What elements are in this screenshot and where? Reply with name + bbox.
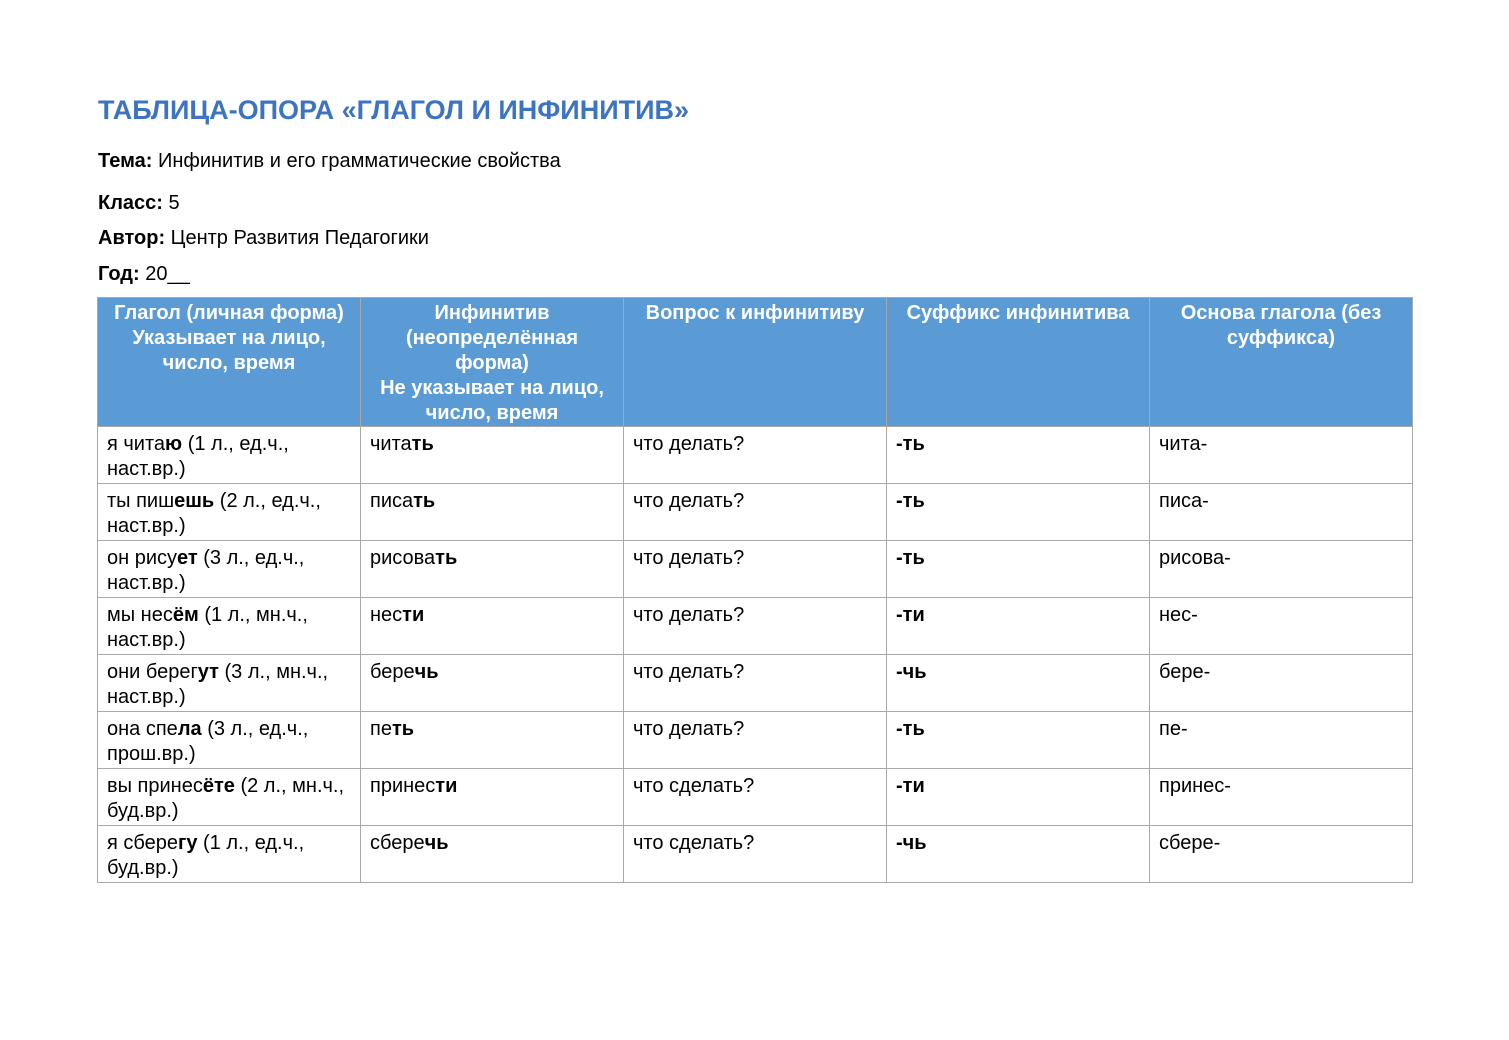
cell-infinitive: беречь <box>361 655 624 712</box>
suffix-value: -чь <box>896 832 927 854</box>
suffix-value: -ть <box>896 547 925 569</box>
cell-suffix <box>887 598 1150 655</box>
cell-suffix <box>887 655 1150 712</box>
meta-topic <box>98 150 561 173</box>
header-suffix: Суффикс инфинитива <box>887 298 1150 427</box>
cell-personal-form: я читаю (1 л., ед.ч., наст.вр.) <box>98 427 361 484</box>
meta-value: Центр Развития Педагогики <box>165 227 429 249</box>
ending-highlight: ём <box>172 604 199 626</box>
cell-suffix <box>887 769 1150 826</box>
suffix-highlight: ти <box>435 775 458 797</box>
cell-stem: писа- <box>1150 484 1413 541</box>
suffix-value: -ти <box>896 604 925 626</box>
ending-highlight: ёте <box>202 775 235 797</box>
suffix-value: -ть <box>896 490 925 512</box>
header-text: Инфинитив (неопределённая форма) Не указывает на лицо, число, время <box>380 302 604 424</box>
suffix-highlight: ть <box>391 718 415 740</box>
cell-question: что сделать? <box>624 769 887 826</box>
meta-label: Год: <box>98 263 140 285</box>
cell-suffix <box>887 826 1150 883</box>
cell-infinitive: писать <box>361 484 624 541</box>
cell-stem: чита- <box>1150 427 1413 484</box>
cell-personal-form: я сберегу (1 л., ед.ч., буд.вр.) <box>98 826 361 883</box>
ending-highlight: ет <box>177 547 198 569</box>
cell-stem: рисова- <box>1150 541 1413 598</box>
header-personal-form <box>98 298 361 427</box>
suffix-highlight: чь <box>424 832 449 854</box>
meta-label: Тема: <box>98 150 153 172</box>
suffix-value: -ти <box>896 775 925 797</box>
cell-infinitive: читать <box>361 427 624 484</box>
meta-year <box>98 263 190 286</box>
meta-value: Инфинитив и его грамматические свойства <box>152 150 561 172</box>
cell-question: что делать? <box>624 598 887 655</box>
suffix-value: -ть <box>896 433 925 455</box>
cell-infinitive: принести <box>361 769 624 826</box>
cell-stem: бере- <box>1150 655 1413 712</box>
table-row <box>98 541 1413 598</box>
meta-class <box>98 192 180 215</box>
suffix-highlight: ти <box>402 604 425 626</box>
header-question: Вопрос к инфинитиву <box>624 298 887 427</box>
cell-question: что делать? <box>624 427 887 484</box>
suffix-highlight: ть <box>435 547 458 569</box>
cell-stem: сбере- <box>1150 826 1413 883</box>
cell-personal-form: ты пишешь (2 л., ед.ч., наст.вр.) <box>98 484 361 541</box>
table-row <box>98 427 1413 484</box>
cell-question: что делать? <box>624 655 887 712</box>
cell-personal-form: вы принесёте (2 л., мн.ч., буд.вр.) <box>98 769 361 826</box>
cell-infinitive: петь <box>361 712 624 769</box>
meta-label: Автор: <box>98 227 166 249</box>
cell-question: что делать? <box>624 712 887 769</box>
cell-suffix <box>887 484 1150 541</box>
header-infinitive <box>361 298 624 427</box>
ending-highlight: ешь <box>174 490 215 512</box>
cell-personal-form: они берегут (3 л., мн.ч., наст.вр.) <box>98 655 361 712</box>
table-row <box>98 655 1413 712</box>
verb-infinitive-table <box>97 297 1413 883</box>
suffix-highlight: ть <box>413 490 436 512</box>
meta-author <box>98 227 429 250</box>
cell-suffix <box>887 427 1150 484</box>
table-row <box>98 712 1413 769</box>
cell-question: что сделать? <box>624 826 887 883</box>
ending-highlight: ут <box>197 661 219 683</box>
table-row <box>98 826 1413 883</box>
ending-highlight: гу <box>178 832 198 854</box>
table-row <box>98 598 1413 655</box>
cell-stem: нес- <box>1150 598 1413 655</box>
ending-highlight: ла <box>177 718 202 740</box>
cell-stem: пе- <box>1150 712 1413 769</box>
cell-stem: принес- <box>1150 769 1413 826</box>
cell-personal-form: мы несём (1 л., мн.ч., наст.вр.) <box>98 598 361 655</box>
cell-infinitive: сберечь <box>361 826 624 883</box>
header-stem: Основа глагола (без суффикса) <box>1150 298 1413 427</box>
cell-personal-form: она спела (3 л., ед.ч., прош.вр.) <box>98 712 361 769</box>
table-header-row <box>98 298 1413 427</box>
cell-question: что делать? <box>624 484 887 541</box>
suffix-value: -чь <box>896 661 927 683</box>
suffix-value: -ть <box>896 718 925 740</box>
header-text: Глагол (личная форма) Указывает на лицо, число, время <box>114 302 344 374</box>
cell-infinitive: рисовать <box>361 541 624 598</box>
suffix-highlight: чь <box>414 661 439 683</box>
ending-highlight: ю <box>165 433 183 455</box>
meta-value: 20__ <box>139 263 190 285</box>
cell-suffix <box>887 541 1150 598</box>
cell-personal-form: он рисует (3 л., ед.ч., наст.вр.) <box>98 541 361 598</box>
suffix-highlight: ть <box>411 433 434 455</box>
cell-suffix <box>887 712 1150 769</box>
table-row <box>98 769 1413 826</box>
table-row <box>98 484 1413 541</box>
cell-infinitive: нести <box>361 598 624 655</box>
meta-label: Класс: <box>98 192 163 214</box>
document-title: ТАБЛИЦА-ОПОРА «ГЛАГОЛ И ИНФИНИТИВ» <box>98 95 690 125</box>
meta-value: 5 <box>162 192 180 214</box>
cell-question: что делать? <box>624 541 887 598</box>
